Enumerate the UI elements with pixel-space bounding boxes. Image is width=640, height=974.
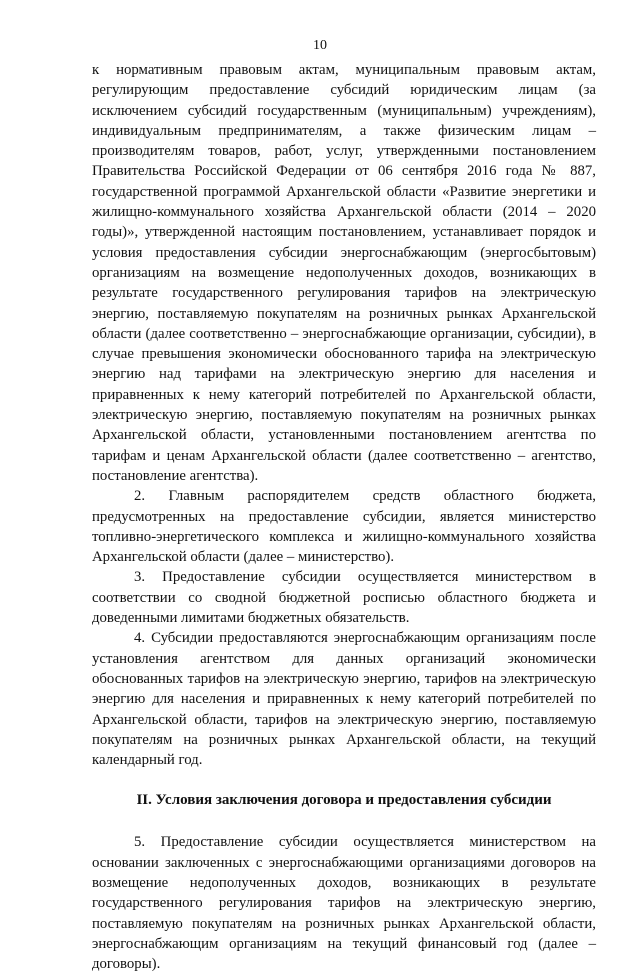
paragraph-5: 5. Предоставление субсидии осуществляется министерством на основании заключенных с энергоснабжающими организациями договоров на возмещение недополученных доходов, возникающих в результате государственного регулирования тарифов на электрическую энергию, поставляемую покупателям на розничных рынках Архангельской области, энергоснабжающим организациям на текущий финансовый год (далее – договоры). — [92, 834, 596, 973]
section-heading: II. Условия заключения договора и предоставления субсидии — [136, 792, 552, 809]
paragraph-3: 3. Предоставление субсидии осуществляется министерством в соответствии со сводной бюджетной росписью областного бюджета и доведенными лимитами бюджетных обязательств. — [92, 569, 596, 627]
paragraph-4: 4. Субсидии предоставляются энергоснабжающим организациям после установления агентством для данных организаций экономически обоснованных тарифов на электрическую энергию, тарифов на электрическую энергию для населения и приравненных к нему категорий потребителей по Архангельской области, тарифов на электрическую энергию, поставляемую покупателям на розничных рынках Архангельской области, на текущий календарный год. — [92, 630, 596, 769]
paragraph-continuation: к нормативным правовым актам, муниципальным правовым актам, регулирующим предоставление субсидий юридическим лицам (за исключением субсидий государственным (муниципальным) учреждениям), индивидуальным предпринимателям, а также физическим лицам – производителям товаров, работ, услуг, утвержденными постановлением Правительства Российской Федерации от 06 сентября 2016 года № 887, государственной программой Архангельской области «Развитие энергетики и жилищно-коммунального хозяйства Архангельской области (2014 – 2020 годы)», утвержденной настоящим постановлением, устанавливает порядок и условия предоставления субсидии энергоснабжающим (энергосбытовым) организациям на возмещение недополученных доходов, возникающих в результате государственного регулирования тарифов на электрическую энергию, поставляемую покупателям на розничных рынках Архангельской области (далее соответственно – энергоснабжающие организации, субсидии), в случае превышения экономически обоснованного тарифа на электрическую энергию над тарифами на электрическую энергию для населения и приравненных к нему категорий потребителей по Архангельской области, электрическую энергию, поставляемую покупателям на розничных рынках Архангельской области, установленными постановлением агентства по тарифам и ценам Архангельской области (далее соответственно – агентство, постановление агентства). — [92, 62, 596, 484]
document-body — [92, 60, 596, 974]
paragraph-2: 2. Главным распорядителем средств областного бюджета, предусмотренных на предоставление субсидии, является министерство топливно-энергетического комплекса и жилищно-коммунального хозяйства Архангельской области (далее – министерство). — [92, 488, 596, 566]
page-number: 10 — [313, 38, 327, 53]
